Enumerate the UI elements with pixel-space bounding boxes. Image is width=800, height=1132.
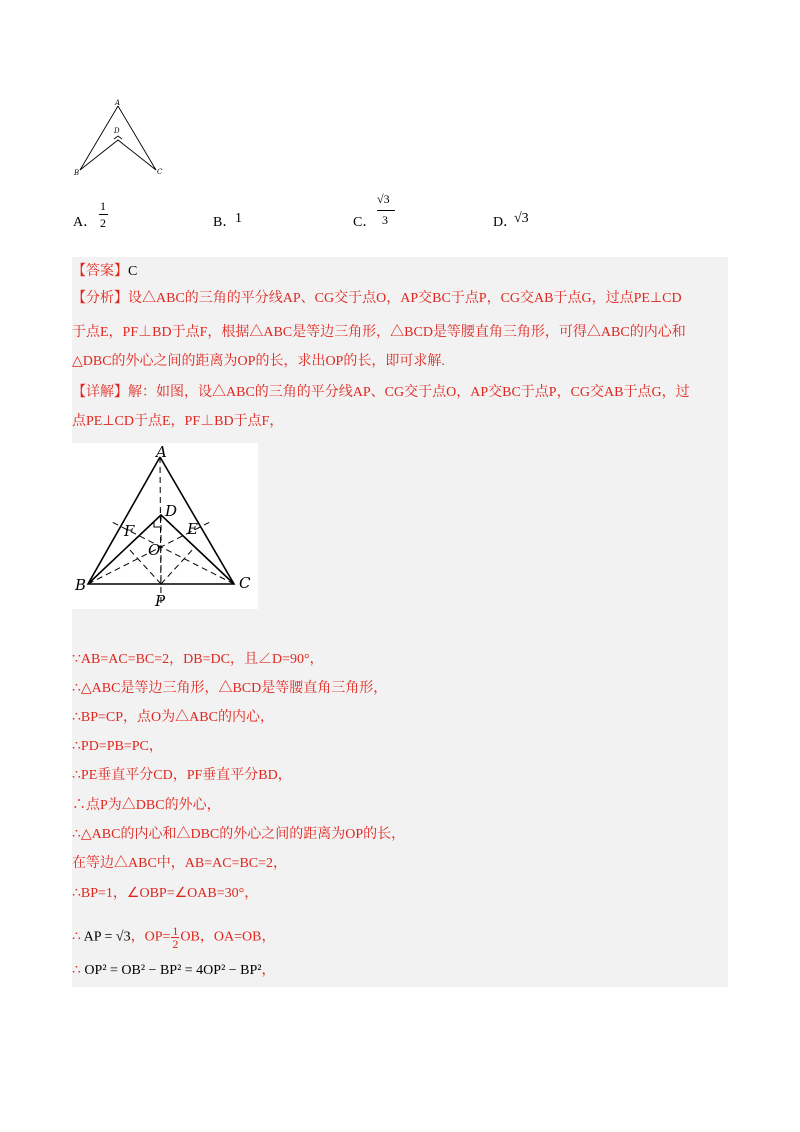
option-a-den: 2	[100, 216, 106, 230]
detail-tag: 【详解】	[72, 385, 128, 400]
fig-label-p: P	[155, 592, 166, 609]
detail-line-2: 点PE⊥CD于点E，PF⊥BD于点F，	[72, 414, 284, 429]
step-10	[72, 925, 728, 950]
step-10-prefix: ∴	[72, 929, 84, 945]
option-d-value: √3	[514, 211, 529, 226]
solution-figure-box	[72, 443, 258, 609]
solution-figure	[72, 443, 258, 609]
answer-line	[72, 262, 728, 282]
option-c-bar	[377, 210, 395, 211]
step-10-op-right: OB	[180, 929, 200, 945]
step-5: ∴PE垂直平分CD，PF垂直平分BD，	[72, 768, 292, 783]
label-a: A	[115, 99, 121, 107]
step-7: ∴△ABC的内心和△DBC的外心之间的距离为OP的长，	[72, 827, 406, 842]
detail-text-1: 解：如图，设△ABC的三角的平分线AP、CG交于点O，AP交BC于点P，CG交AB于点G，过	[128, 385, 690, 400]
analysis-line-2: 于点E，PF⊥BD于点F，根据△ABC是等边三角形，△BCD是等腰直角三角形，可得△ABC的内心和	[72, 325, 686, 340]
step-4: ∴PD=PB=PC，	[72, 739, 163, 754]
analysis-text-1: 设△ABC的三角的平分线AP、CG交于点O，AP交BC于点P，CG交AB于点G，过点PE⊥CD	[128, 291, 682, 306]
step-8: 在等边△ABC中，AB=AC=BC=2，	[72, 856, 288, 871]
step-10-ap: AP = √3	[83, 929, 131, 945]
option-c-num: √3	[377, 192, 390, 206]
option-a-num: 1	[100, 199, 106, 213]
option-c-den: 3	[382, 213, 388, 227]
step-10-end: ，	[261, 929, 276, 945]
option-d-letter[interactable]: D．	[493, 215, 518, 230]
step-9: ∴BP=1，∠OBP=∠OAB=30°，	[72, 886, 259, 901]
step-11-end: ，	[261, 963, 276, 978]
fig-label-c: C	[239, 574, 251, 592]
label-d: D	[114, 127, 120, 135]
step-10-op-left: OP=	[144, 929, 171, 945]
option-b-value: 1	[235, 211, 242, 226]
fig-label-f: F	[124, 522, 135, 540]
step-11-prefix: ∴	[72, 963, 85, 978]
step-10-oa: OA=OB	[213, 929, 262, 945]
step-11	[72, 961, 728, 981]
detail-line-1	[72, 383, 728, 403]
fig-label-d: D	[165, 502, 178, 520]
step-1: ∵AB=AC=BC=2，DB=DC，且∠D=90°，	[72, 652, 324, 667]
label-b: B	[74, 169, 80, 177]
option-b-letter[interactable]: B．	[213, 215, 237, 230]
answer-tag: 【答案】	[72, 264, 128, 279]
fig-label-a: A	[156, 443, 167, 461]
answer-value: C	[128, 264, 138, 279]
fig-label-o: O	[148, 541, 161, 559]
step-2: ∴△ABC是等边三角形，△BCD是等腰直角三角形，	[72, 681, 388, 696]
analysis-line-3: △DBC的外心之间的距离为OP的长，求出OP的长，即可求解.	[72, 354, 445, 369]
fig-label-b: B	[75, 576, 87, 594]
step-11-expr: OP² = OB² − BP² = 4OP² − BP²	[84, 963, 262, 978]
step-10-half: $\frac{1}{2}$	[172, 924, 179, 951]
option-c-letter[interactable]: C．	[353, 215, 377, 230]
option-a-letter[interactable]: A．	[73, 215, 98, 230]
step-3: ∴BP=CP，点O为△ABC的内心，	[72, 710, 274, 725]
analysis-tag: 【分析】	[72, 291, 128, 306]
fig-label-e: E	[187, 520, 198, 538]
step-10-sep2: ，	[199, 929, 214, 945]
analysis-line-1	[72, 289, 728, 309]
problem-figure	[72, 96, 172, 178]
step-10-sep1: ，	[130, 929, 145, 945]
step-6: ∴点P为△DBC的外心，	[72, 798, 221, 813]
label-c: C	[157, 168, 163, 176]
option-a-bar	[99, 214, 108, 215]
